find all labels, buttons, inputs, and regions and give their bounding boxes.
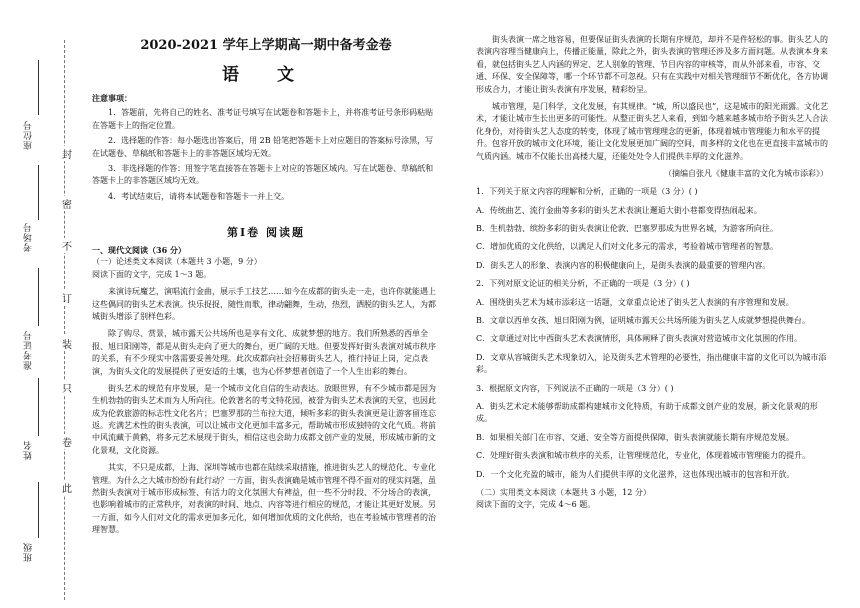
option: D．一个文化充盈的城市，能为人们提供丰厚的文化滋养，这也体现出城市的包容和开放。 xyxy=(476,469,795,479)
notice-item: 2．选择题的作答：每小题选出答案后，用 2B 铅笔把答题卡上对应题目的答案标号涂黑，写在试题卷、草稿纸和答题卡上的非答题区域均无效。 xyxy=(92,136,434,158)
subject-title: 语 文 xyxy=(222,65,310,85)
binding-char: 密 xyxy=(62,196,72,211)
subsection-heading: （二）实用类文本阅读（本题共 3 小题，12 分） xyxy=(476,487,651,497)
binding-margin xyxy=(0,0,82,608)
option: D．文章从容城街头艺术现象切入，论及街头艺术管理的必要性，指出健康丰富的文化可以为城市添彩。 xyxy=(476,352,827,375)
admission-number-label: 准考证号 xyxy=(24,330,34,370)
reading-section xyxy=(92,244,440,537)
binding-char: 此 xyxy=(62,480,72,495)
exam-room-line xyxy=(38,165,39,220)
notice-item: 4．考试结束后，请将本试题卷和答题卡一并上交。 xyxy=(108,191,290,201)
exam-room-label: 考场号 xyxy=(24,222,34,252)
passage-paragraph: 来演诗玩魔艺，演唱流行金曲，展示手工技艺……如今在成都的街头走一走，也许你就能遇上这些偶同的街头艺术表演。快乐捉捉，随性而歌，律动翩舞，生动，热烈，洒脱的街头艺人，为都城街头增添了别样色彩。 xyxy=(92,287,436,321)
notice-item: 3．非选择题的作答：用签字笔直接答在答题卡上对应的答题区域内。写在试题卷、草稿纸和答题卡上的非答题区域均无效。 xyxy=(92,163,434,186)
binding-char: 不 xyxy=(62,238,72,253)
question-stem: 3．根据原文内容，下列说法不正确的一项是（3 分）( ) xyxy=(476,383,674,393)
passage-paragraph: 城市管理，是门科学，文化发展，有其规律。“城，所以盛民也”，这是城市的阳光雨露。文化艺术，才能让城市生长出更多的可能性。从整正街头艺人来看，到如今越来越多城市给予街头艺人合法化身份，对待街头艺人态度的转变，体现了城市管理理念的更新，体现着城市管理能力和水平的提升。包容开放的城市文化环境，能让文化发展更加广阔的空间，而多样的文化也在更直接丰富城市的气质内涵。城市不仅能长出高楼大厦，还能处处令人们提供丰厚的文化滋养。 xyxy=(476,101,829,161)
option: D．街头艺人的形象、表演内容的积极健康向上，是街头表演的最重要的管理内容。 xyxy=(476,260,771,270)
passage-paragraph: 除了购尽、赏景，城市露天公共场所也是享有文化、成就梦想的地方。我们所熟悉的西单全报、旭日阳刚等，都是从街头走向了更大的舞台，更广阔的天地。但要发挥好街头表演对城市秩序的关系，有不少现实中落需要妥善处理。此次成都向社会招募街头艺人，推行持证上岗，定点表演，为街头文化的发展提供了更安适的土壤，也为心怀梦想者创造了一个人生出彩的舞台。 xyxy=(92,329,436,376)
option: A．街头艺术定术能够帮助成都构建城市文化特质，有助于成都文创产业的发展，新文化景观的形成。 xyxy=(476,401,818,424)
passage-paragraph: 其实，不只是成都，上海、深圳等城市也都在陆续采取措施，推进街头艺人的规范化、专业化管理。为什么之大城市纷纷有此行动？一方面，街头表演确是城市管理不得不面对的现实问题，虽然街头表演对于城市形成标签、有活力的文化氛围大有裨益，但一些不分时段、不分场合的表演，也影响着城市的正常秩序，对表演的时间、地点、内容等进行相应的规范，才能让其更好发展。另一方面，如今人们对文化的需求更加多元化，如何增加优质的文化供给，也在考验城市管理者的治理智慧。 xyxy=(92,463,436,535)
option: C．文章通过对比中西街头艺术表演情形，具体阐释了街头表演对营造城市文化氛围的作用。 xyxy=(476,334,803,344)
instruction-text: 阅读下面的文字，完成 4～6 题。 xyxy=(476,500,596,510)
seat-number-label: 座位号 xyxy=(24,120,34,150)
name-label: 姓名 xyxy=(24,440,34,460)
class-label: 班级 xyxy=(24,542,34,562)
passage-paragraph: 街头表演一席之地容易，但要保证街头表演的长期有序规范，却并不是件轻松的事。街头艺人的表演内容理当健康向上，传播正能量，除此之外，街头表演的管理还涉及多方面问题。从表演本身来看，就包括街头艺人内涵的界定、艺人别象的管理、节目内容的审核等，而从外部来看，市容、交通、环保、安全保障等，哪一个环节都不可忽视。只有在实践中对相关管理细节不断优化，各方协调形成合力，才能让街头表演有序发展，精彩纷呈。 xyxy=(476,35,828,94)
binding-char: 只 xyxy=(62,380,72,395)
option: A．传统曲艺、流行金曲等多彩的街头艺术表演让邂逅大街小巷都变得热闹起来。 xyxy=(476,205,762,215)
binding-char: 装 xyxy=(62,336,72,351)
notice-item: 1．答题前，先将自己的姓名、准考证号填写在试题卷和答题卡上，并将准考证号条形码粘贴在答题卡上的指定位置。 xyxy=(92,108,434,130)
binding-char: 封 xyxy=(62,146,72,161)
admission-number-line xyxy=(38,268,39,326)
fold-dashed-line xyxy=(64,40,65,600)
section-heading: 一、现代文阅读（36 分） xyxy=(92,245,186,255)
question-stem: 1．下列关于原文内容的理解和分析，正确的一项是（3 分）( ) xyxy=(476,187,698,197)
question-stem: 2．下列对原文论证的相关分析，不正确的一项是（3 分）( ) xyxy=(476,279,690,289)
seat-number-line xyxy=(38,60,39,115)
passage-paragraph: 街头艺术的规范有序发展，是一个城市文化自信的生动表达。放眼世界，有不少城市都是因为生机勃勃的街头艺术而为人所向往。伦敦著名的考文特花园，被誉为街头艺术表演的天堂，也因此成为伦敦旅游的标志性文化名片；巴塞罗那的兰布拉大道，倾听多彩的街头表演更是让游客留连忘返。充满艺术性的街头表演，可以让城市文化更加丰富多元，帮助城市形成独特的文化气质。将前中风流藏于黄鹤，将多元艺术展现于街头，相信这也会助力成都文创产业的发展，形成城市新的文化景观，文化资源。 xyxy=(92,383,436,455)
source-citation: （摘编自张凡《健康丰富的文化为城市添彩》） xyxy=(664,168,828,178)
right-passage xyxy=(476,34,832,512)
notice-title: 注意事项： xyxy=(92,93,132,103)
instruction-text: 阅读下面的文字，完成 1～3 题。 xyxy=(92,269,212,279)
subsection-heading: （一）论述类文本阅读（本题共 3 小题，9 分） xyxy=(92,257,262,267)
binding-char: 订 xyxy=(62,290,72,305)
part-title: 第Ⅰ卷 阅读题 xyxy=(227,226,305,239)
exam-title: 2020-2021 学年上学期高一期中备考金卷 xyxy=(140,38,392,53)
part1-title xyxy=(92,224,440,241)
binding-char: 卷 xyxy=(62,434,72,449)
class-line xyxy=(38,482,39,538)
option: C．处理好街头表演和城市秩序的关系，让管理规范化，专业化，体现着城市管理能力的提升。 xyxy=(476,451,811,461)
option: C．增加优质的文化供给，以满足人们对文化多元的需求，考验着城市管理者的智慧。 xyxy=(476,242,779,252)
notice-section xyxy=(92,92,440,203)
option: B．文章以西单女孩、旭日阳刚为例，证明城市露天公共场所能为街头艺人成就梦想提供舞台。 xyxy=(476,316,810,326)
option: A．围绕街头艺术为城市添彩这一话题，文章重点论述了街头艺人表演的有序管理和发展。 xyxy=(476,297,794,307)
option: B．生机勃勃、缤纷多彩的街头表演让伦敦、巴塞罗那成为世界名城，为游客所向往。 xyxy=(476,224,778,234)
name-line xyxy=(38,378,39,436)
option: B．如果相关部门在市容、交通、安全等方面提供保障，街头表演就能长期有序规范发展。 xyxy=(476,432,794,442)
